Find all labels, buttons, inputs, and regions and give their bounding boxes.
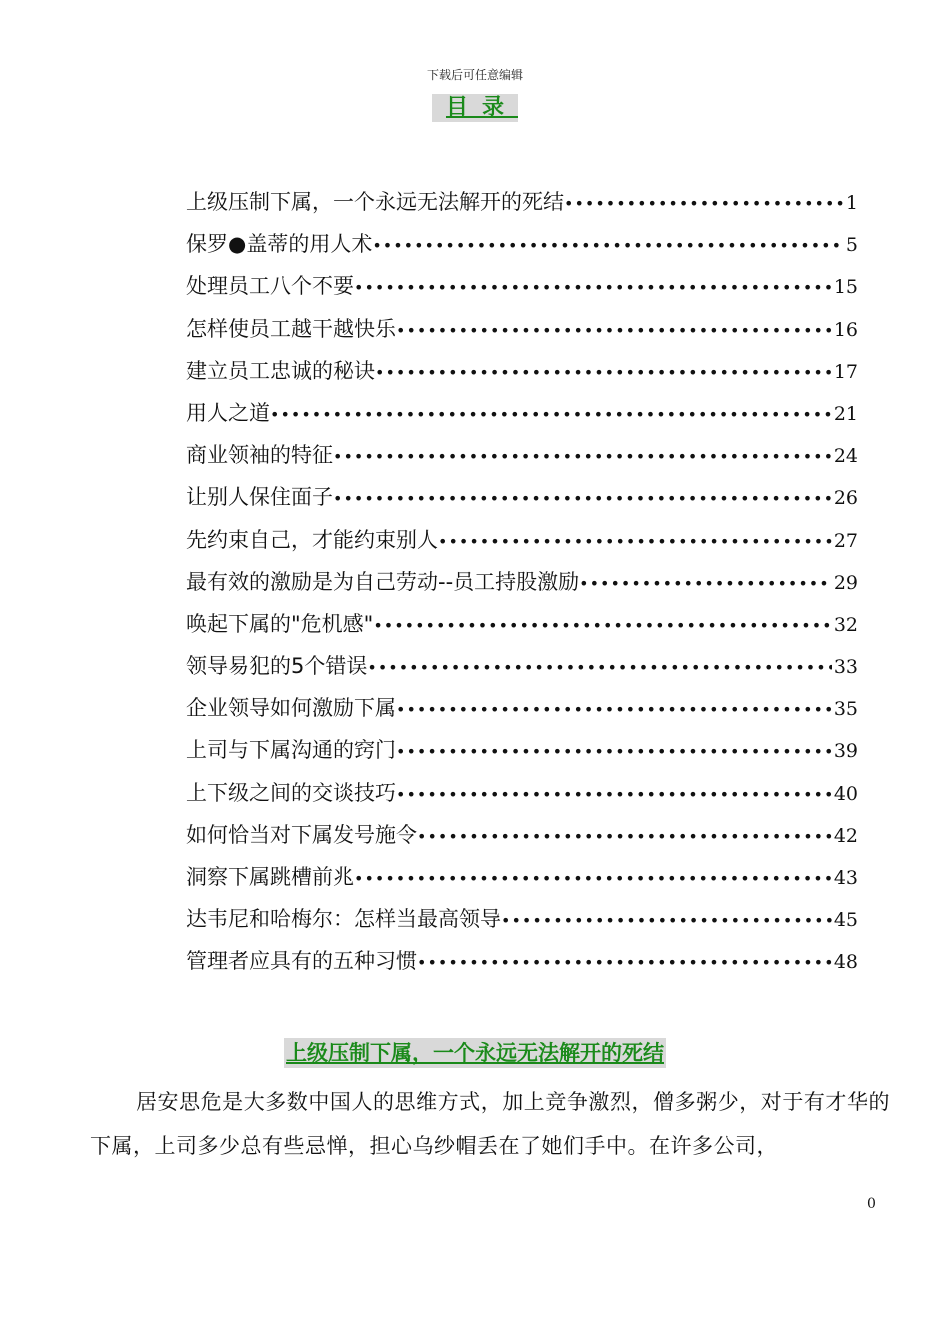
toc-entry-page: 40 bbox=[833, 782, 858, 805]
toc-dot-leader bbox=[438, 524, 832, 560]
toc-dot-leader bbox=[396, 734, 832, 770]
toc-entry-page: 29 bbox=[833, 571, 858, 594]
toc-entry[interactable] bbox=[186, 859, 858, 901]
toc-entry[interactable] bbox=[186, 184, 858, 226]
toc-entry[interactable] bbox=[186, 522, 858, 564]
toc-entry-page: 48 bbox=[833, 951, 858, 974]
toc-dot-leader bbox=[354, 861, 832, 897]
toc-entry-title: 企业领导如何激励下属 bbox=[186, 696, 396, 721]
toc-entry-title: 最有效的激励是为自己劳动--员工持股激励 bbox=[186, 569, 580, 594]
toc-heading-text: 目录 bbox=[432, 94, 518, 122]
toc-entry-title: 先约束自己，才能约束别人 bbox=[186, 527, 438, 552]
toc-entry[interactable] bbox=[186, 479, 858, 521]
toc-entry-page: 24 bbox=[833, 445, 858, 468]
toc-entry[interactable] bbox=[186, 775, 858, 817]
toc-entry-title: 唤起下属的"危机感" bbox=[186, 611, 374, 636]
toc-dot-leader bbox=[396, 692, 832, 728]
toc-entry[interactable] bbox=[186, 564, 858, 606]
toc-entry-title: 上司与下属沟通的窍门 bbox=[186, 738, 396, 763]
toc-dot-leader bbox=[501, 903, 832, 939]
toc-entry-title: 洞察下属跳槽前兆 bbox=[186, 865, 354, 889]
toc-entry-title: 上下级之间的交谈技巧 bbox=[186, 780, 396, 805]
toc-dot-leader bbox=[396, 313, 832, 349]
toc-dot-leader bbox=[564, 186, 844, 222]
toc-dot-leader bbox=[372, 228, 844, 264]
toc-entry-title: 上级压制下属，一个永远无法解开的死结 bbox=[186, 190, 564, 214]
toc-entry-page: 39 bbox=[833, 740, 858, 763]
toc-dot-leader bbox=[373, 608, 831, 644]
toc-dot-leader bbox=[333, 439, 832, 475]
page-number: 0 bbox=[867, 1196, 876, 1212]
toc-entry-page: 1 bbox=[845, 192, 858, 214]
toc-dot-leader bbox=[579, 566, 832, 602]
toc-dot-leader bbox=[367, 650, 831, 686]
toc-dot-leader bbox=[417, 819, 832, 855]
toc-entry-page: 33 bbox=[833, 656, 858, 679]
toc-entry-page: 32 bbox=[833, 613, 858, 636]
toc-entry[interactable] bbox=[186, 353, 858, 395]
toc-entry-page: 21 bbox=[833, 402, 858, 425]
toc-entry[interactable] bbox=[186, 606, 858, 648]
header-note: 下载后可任意编辑 bbox=[426, 68, 523, 82]
toc-entry-title: 建立员工忠诚的秘诀 bbox=[186, 358, 375, 383]
toc-entry-page: 26 bbox=[833, 487, 858, 510]
toc-entry[interactable] bbox=[186, 395, 858, 437]
toc-entry-page: 42 bbox=[833, 824, 858, 847]
table-of-contents bbox=[186, 184, 858, 986]
toc-entry-page: 27 bbox=[833, 529, 858, 552]
toc-dot-leader bbox=[375, 355, 832, 391]
toc-entry[interactable] bbox=[186, 311, 858, 353]
toc-entry[interactable] bbox=[186, 817, 858, 859]
toc-entry-title: 保罗●盖蒂的用人术 bbox=[186, 232, 373, 257]
toc-entry[interactable] bbox=[186, 732, 858, 774]
toc-entry-page: 5 bbox=[845, 234, 858, 257]
toc-dot-leader bbox=[354, 270, 832, 306]
toc-entry[interactable] bbox=[186, 648, 858, 690]
toc-entry[interactable] bbox=[186, 901, 858, 943]
toc-entry-page: 45 bbox=[833, 909, 858, 932]
toc-entry[interactable] bbox=[186, 690, 858, 732]
toc-entry[interactable] bbox=[186, 437, 858, 479]
toc-entry-page: 17 bbox=[833, 360, 858, 383]
toc-entry-title: 领导易犯的5个错误 bbox=[186, 654, 368, 679]
toc-dot-leader bbox=[396, 777, 832, 813]
toc-heading bbox=[0, 94, 950, 122]
toc-entry-title: 用人之道 bbox=[186, 400, 270, 425]
toc-entry-title: 怎样使员工越干越快乐 bbox=[186, 316, 396, 341]
toc-entry-page: 35 bbox=[833, 698, 858, 721]
toc-entry-title: 管理者应具有的五种习惯 bbox=[186, 949, 417, 974]
toc-entry-title: 让别人保住面子 bbox=[186, 485, 333, 510]
toc-entry[interactable] bbox=[186, 226, 858, 268]
toc-entry-title: 处理员工八个不要 bbox=[186, 274, 354, 299]
toc-entry[interactable] bbox=[186, 943, 858, 985]
toc-dot-leader bbox=[417, 945, 832, 981]
body-paragraph: 居安思危是大多数中国人的思维方式，加上竞争激烈，僧多粥少，对于有才华的下属，上司多少总有些忌惮，担心乌纱帽丢在了她们手中。在许多公司， bbox=[90, 1090, 890, 1158]
toc-entry-page: 15 bbox=[833, 276, 858, 299]
toc-dot-leader bbox=[270, 397, 832, 433]
toc-dot-leader bbox=[333, 481, 832, 517]
section-heading bbox=[0, 1038, 950, 1068]
toc-entry-page: 43 bbox=[833, 867, 858, 889]
toc-entry-title: 如何恰当对下属发号施令 bbox=[186, 822, 417, 847]
toc-entry[interactable] bbox=[186, 268, 858, 310]
toc-entry-title: 商业领袖的特征 bbox=[186, 443, 333, 468]
section-heading-text: 上级压制下属，一个永远无法解开的死结 bbox=[284, 1038, 666, 1068]
toc-entry-title: 达韦尼和哈梅尔：怎样当最高领导 bbox=[186, 907, 501, 932]
toc-entry-page: 16 bbox=[833, 318, 858, 341]
